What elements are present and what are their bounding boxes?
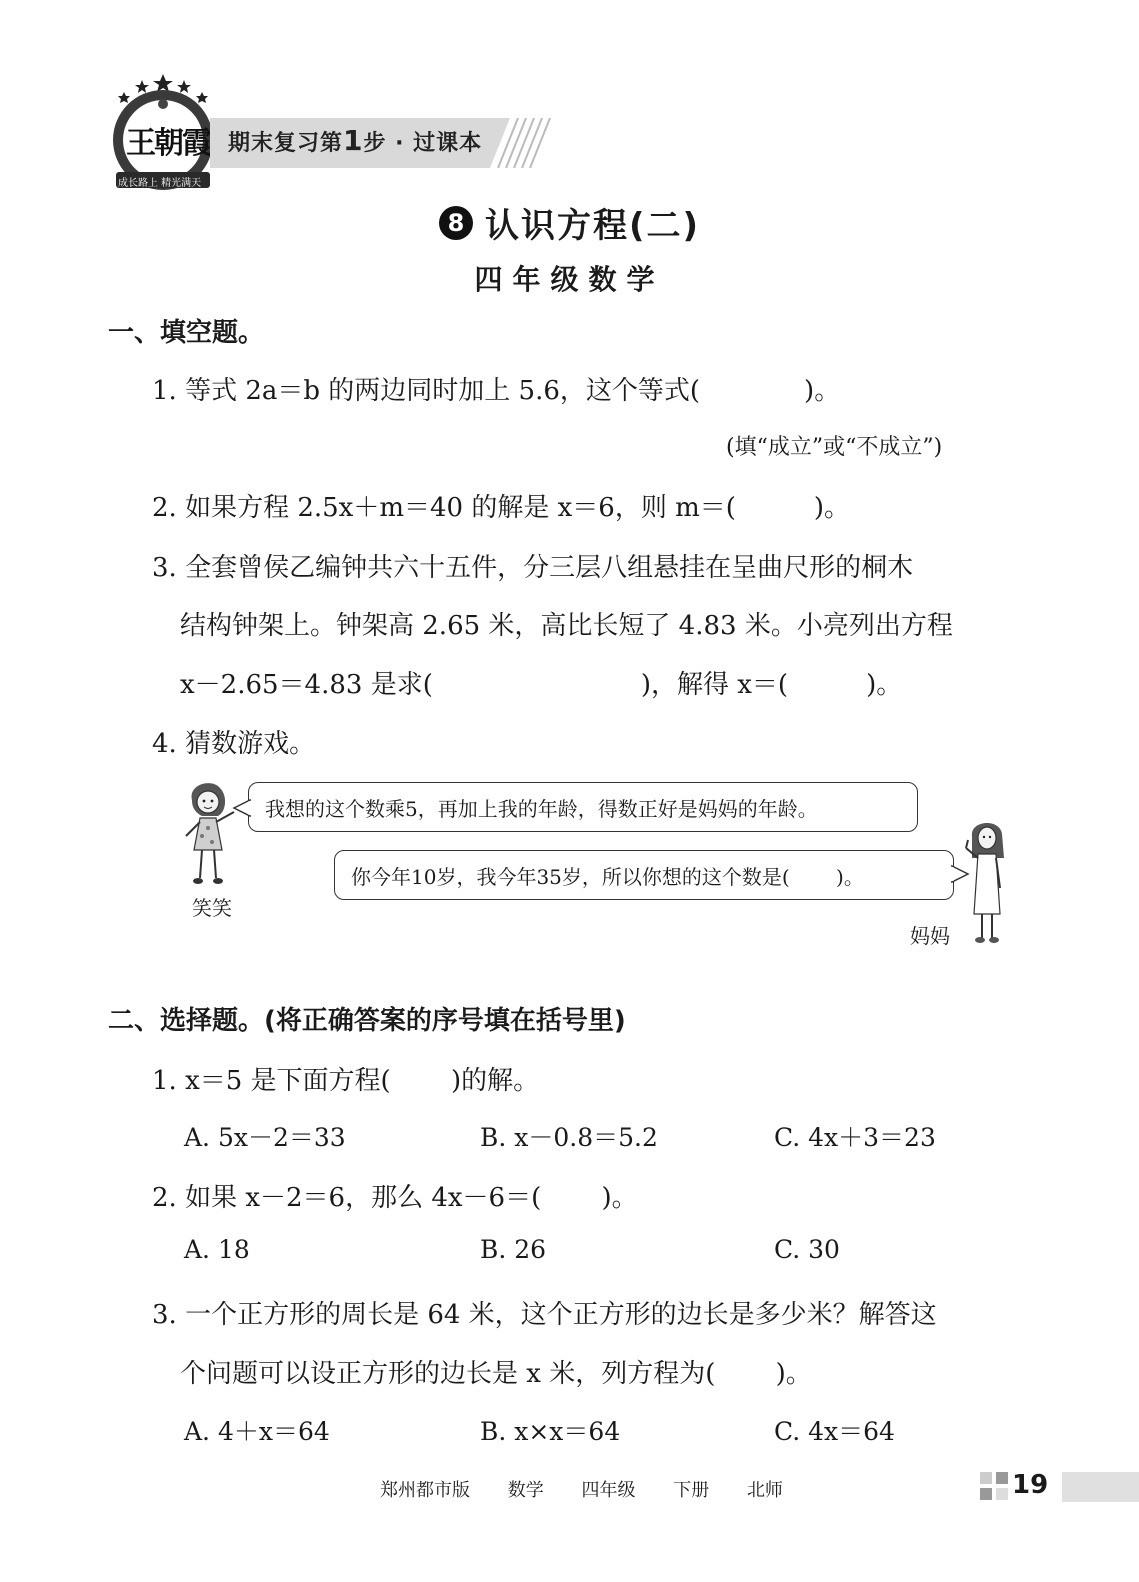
s2-q1-option-b: B. x－0.8＝5.2: [480, 1123, 658, 1152]
s1-question-2: 2. 如果方程 2.5x＋m＝40 的解是 x＝6，则 m＝( )。: [152, 493, 851, 523]
s1-question-1-hint: (填“成立”或“不成立”): [726, 435, 943, 460]
page-number: 19: [1012, 1470, 1049, 1500]
s2-question-2: 2. 如果 x－2＝6，那么 4x－6＝( )。: [152, 1183, 638, 1213]
s1-question-3-line-1: 3. 全套曾侯乙编钟共六十五件，分三层八组悬挂在呈曲尺形的桐木: [152, 553, 914, 583]
speech-bubble-girl-text: 我想的这个数乘5，再加上我的年龄，得数正好是妈妈的年龄。: [265, 796, 818, 821]
page-corner-blocks: [980, 1472, 1010, 1502]
s2-q3-option-c: C. 4x＝64: [774, 1417, 895, 1446]
s2-q3-option-a: A. 4＋x＝64: [184, 1417, 330, 1446]
lesson-number-badge: 8: [439, 206, 473, 240]
lesson-subtitle: 四年级数学: [474, 263, 665, 296]
speech-bubble-mom-text: 你今年10岁，我今年35岁，所以你想的这个数是( )。: [351, 864, 864, 889]
s1-question-1: 1. 等式 2a＝b 的两边同时加上 5.6，这个等式( )。: [152, 376, 841, 406]
lesson-title-text: 认识方程(二): [484, 206, 701, 246]
s1-question-4: 4. 猜数游戏。: [152, 729, 316, 759]
section-1-heading: 一、填空题。: [108, 318, 265, 348]
s2-question-3-line-2: 个问题可以设正方形的边长是 x 米，列方程为( )。: [180, 1359, 812, 1389]
banner-prefix: 期末复习第: [228, 131, 344, 156]
page-number-bar: [1062, 1472, 1139, 1502]
s1-question-3-line-2: 结构钟架上。钟架高 2.65 米，高比长短了 4.83 米。小亮列出方程: [180, 611, 953, 641]
s2-q1-option-a: A. 5x－2＝33: [184, 1123, 346, 1152]
speech-bubble-mom: [334, 850, 954, 900]
footer-publisher: 北师: [746, 1480, 783, 1501]
footer-subject: 数学: [507, 1480, 544, 1501]
speech-bubble-girl-tail: [232, 798, 252, 818]
speech-bubble-girl: [248, 782, 918, 832]
mom-caption: 妈妈: [910, 924, 950, 948]
footer-volume: 下册: [673, 1480, 710, 1501]
mom-illustration: [960, 818, 1014, 946]
s2-question-1: 1. x＝5 是下面方程( )的解。: [152, 1066, 540, 1096]
section-2-heading: 二、选择题。(将正确答案的序号填在括号里): [108, 1006, 626, 1036]
s2-q2-option-b: B. 26: [480, 1235, 547, 1264]
s2-q2-option-a: A. 18: [184, 1235, 250, 1264]
logo-name: 王朝霞: [126, 126, 210, 161]
s2-q1-option-c: C. 4x＋3＝23: [774, 1123, 936, 1152]
footer-grade: 四年级: [581, 1480, 636, 1501]
s2-q2-option-c: C. 30: [774, 1235, 840, 1264]
footer-edition: 郑州都市版: [380, 1480, 470, 1501]
logo-slogan: 成长路上 精光满天: [118, 178, 202, 189]
banner-step: 1: [343, 124, 364, 157]
girl-caption: 笑笑: [192, 896, 232, 920]
footer-info: [380, 1476, 801, 1502]
s2-q3-option-b: B. x×x＝64: [480, 1417, 621, 1446]
banner-text: [228, 124, 482, 157]
s2-question-3-line-1: 3. 一个正方形的周长是 64 米，这个正方形的边长是多少米？解答这: [152, 1300, 937, 1330]
girl-illustration: [178, 778, 244, 890]
lesson-title: [0, 198, 1139, 247]
s1-question-3-line-3: x－2.65＝4.83 是求( )，解得 x＝( )。: [180, 670, 903, 700]
banner-suffix: 步 · 过课本: [363, 131, 483, 156]
